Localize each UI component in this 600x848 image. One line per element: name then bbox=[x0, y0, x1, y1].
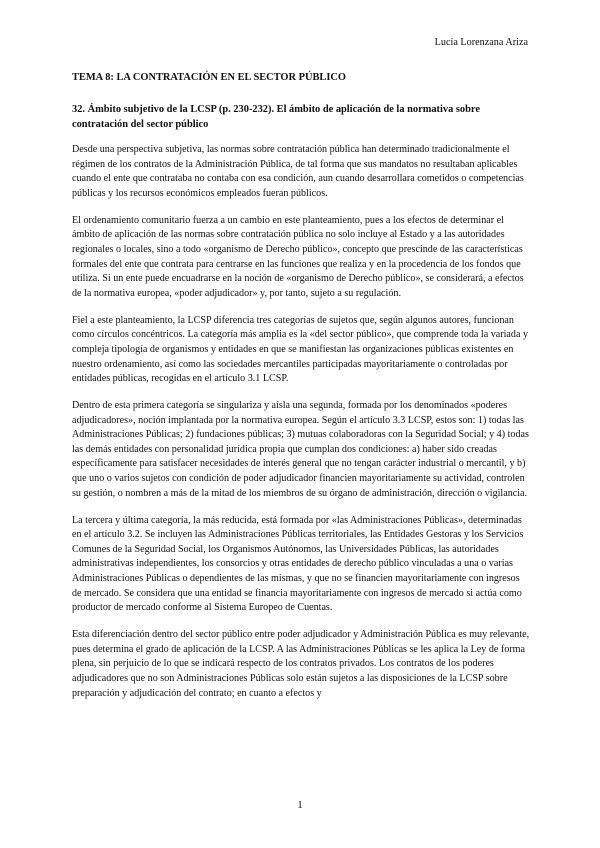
document-title: TEMA 8: LA CONTRATACIÓN EN EL SECTOR PÚBLICO bbox=[72, 72, 346, 83]
paragraph: Dentro de esta primera categoría se singulariza y aísla una segunda, formada por los denominados «poderes adjudicadores», noción implantada por la normativa europea. Según el artículo 3.3 LCSP, estos son: 1) todas las Administraciones Públicas; 2) fundaciones públicas; 3) mutuas colaboradoras con la Seguridad Social; y 4) todas las demás entidades con personalidad jurídica propia que cumplan dos condiciones: a) haber sido creadas específicamente para satisfacer necesidades de interés general que no tengan carácter industrial o mercantil, y b) que uno o varios sujetos con condición de poder adjudicador financien mayoritariamente su actividad, controlen su gestión, o nombren a más de la mitad de los miembros de su órgano de administración, dirección o vigilancia. bbox=[72, 400, 529, 499]
document-body bbox=[72, 143, 530, 714]
section-heading: 32. Ámbito subjetivo de la LCSP (p. 230-232). El ámbito de aplicación de la normativa sobre contratación del sector público bbox=[72, 104, 480, 130]
paragraph: Desde una perspectiva subjetiva, las normas sobre contratación pública han determinado tradicionalmente el régimen de los contratos de la Administración Pública, de tal forma que sus mandatos no resultaban aplicables cuando el ente que contrataba no contaba con esa condición, aun cuando desarrollara cometidos o competencias públicas y los recursos económicos empleados fueran públicos. bbox=[72, 144, 524, 199]
author-name: Lucía Lorenzana Ariza bbox=[434, 37, 528, 48]
paragraph: Esta diferenciación dentro del sector público entre poder adjudicador y Administración Pública es muy relevante, pues determina el grado de aplicación de la LCSP. A las Administraciones Públicas se les aplica la Ley de forma plena, sin perjuicio de lo que se indicará respecto de los contratos privados. Los contratos de los poderes adjudicadores que no son Administraciones Públicas solo están sujetos a las disposiciones de la LCSP sobre preparación y adjudicación del contrato; en cuanto a efectos y bbox=[72, 629, 530, 699]
paragraph: El ordenamiento comunitario fuerza a un cambio en este planteamiento, pues a los efectos de determinar el ámbito de aplicación de las normas sobre contratación pública no solo incluye al Estado y a las autoridades regionales o locales, sino a todo «organismo de Derecho público», concepto que prescinde de las características formales del ente que contrata para centrarse en las funciones que realiza y en la procedencia de los fondos que utiliza. Si un ente puede encuadrarse en la noción de «organismo de Derecho público», se considerará, a efectos de la normativa europea, «poder adjudicador» y, por tanto, sujeto a su regulación. bbox=[72, 214, 524, 299]
paragraph: La tercera y última categoría, la más reducida, está formada por «las Administraciones Públicas», determinadas en el artículo 3.2. Se incluyen las Administraciones Públicas territoriales, las Entidades Gestoras y los Servicios Comunes de la Seguridad Social, los Organismos Autónomos, las Universidades Públicas, las autoridades administrativas independientes, los consorcios y otras entidades de derecho público vinculadas a una o varias Administraciones Públicas o dependientes de las mismas, y que no se financien mayoritariamente con ingresos de mercado. Se considera que una entidad se financia mayoritariamente con ingresos de mercado si actúa como productor de mercado conforme al Sistema Europeo de Cuentas. bbox=[72, 514, 524, 614]
paragraph: Fiel a este planteamiento, la LCSP diferencia tres categorías de sujetos que, según algunos autores, funcionan como círculos concéntricos. La categoría más amplia es la «del sector público», que comprende toda la variada y compleja tipología de organismos y entidades en que se manifiestan las organizaciones públicas existentes en nuestro ordenamiento, así como las sociedades mercantiles participadas mayoritariamente o controladas por entidades públicas, recogidas en el artículo 3.1 LCSP. bbox=[72, 314, 529, 385]
page-number: 1 bbox=[297, 799, 303, 811]
